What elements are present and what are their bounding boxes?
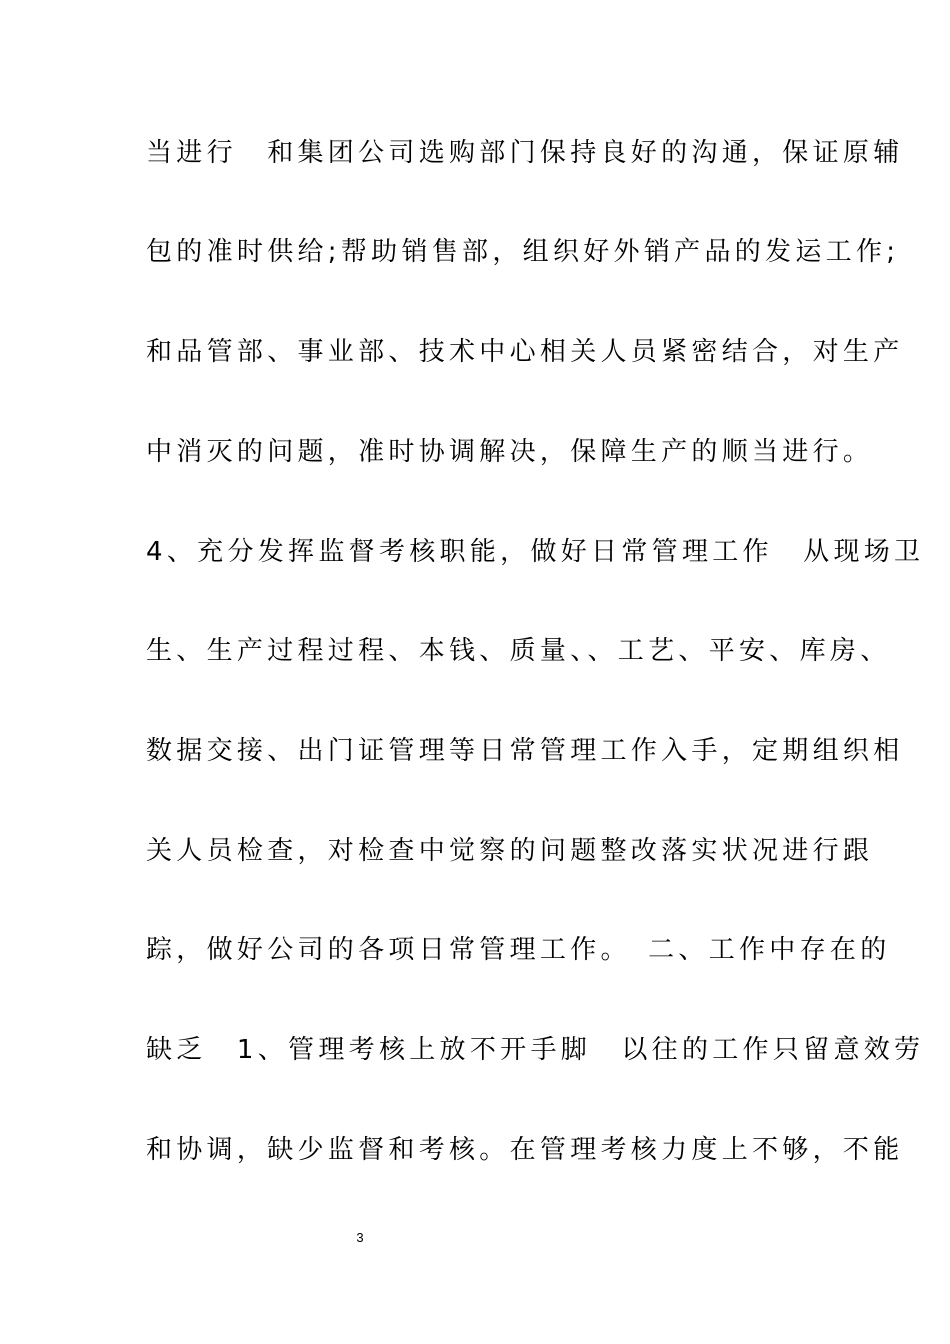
body-text-line: 当进行 和集团公司选购部门保持良好的沟通，保证原辅 <box>146 138 904 168</box>
body-text-line: 包的准时供给;帮助销售部，组织好外销产品的发运工作; <box>146 237 900 267</box>
page-number: 3 <box>356 1230 364 1245</box>
body-text-line: 生、生产过程过程、本钱、质量、、工艺、平安、库房、 <box>146 636 891 666</box>
body-text-line: 和协调，缺少监督和考核。在管理考核力度上不够，不能 <box>146 1135 904 1165</box>
body-text-line: 和品管部、事业部、技术中心相关人员紧密结合，对生产 <box>146 337 904 367</box>
body-text-line: 4、充分发挥监督考核职能，做好日常管理工作 从现场卫 <box>146 537 925 567</box>
body-text-line: 关人员检查，对检查中觉察的问题整改落实状况进行跟 <box>146 836 874 866</box>
body-text-line: 缺乏 1、管理考核上放不开手脚 以往的工作只留意效劳 <box>146 1035 925 1065</box>
body-text-line: 中消灭的问题，准时协调解决，保障生产的顺当进行。 <box>146 437 874 467</box>
body-text-line: 踪，做好公司的各项日常管理工作。 二、工作中存在的 <box>146 935 891 965</box>
body-text-line: 数据交接、出门证管理等日常管理工作入手，定期组织相 <box>146 736 904 766</box>
